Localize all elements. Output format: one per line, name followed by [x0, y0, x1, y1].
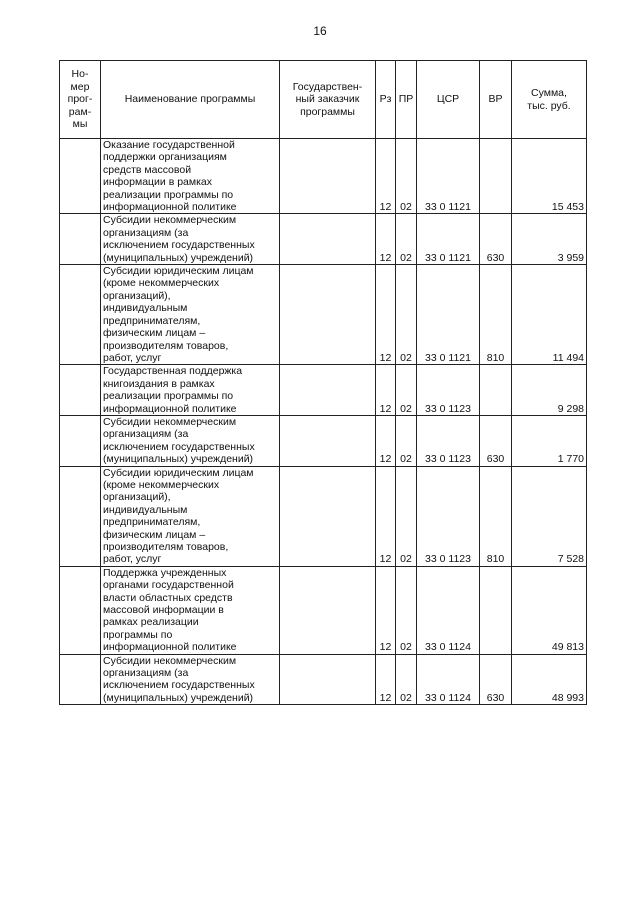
table-row	[60, 265, 587, 365]
cell-program-number	[60, 566, 101, 654]
cell-customer	[280, 365, 376, 416]
cell-program-number	[60, 365, 101, 416]
cell-rz: 12	[376, 566, 396, 654]
cell-vr: 630	[480, 654, 512, 705]
cell-program-number	[60, 415, 101, 466]
cell-vr: 630	[480, 415, 512, 466]
cell-customer	[280, 466, 376, 566]
cell-sum: 3 959	[512, 214, 587, 265]
cell-program-name: Субсидии некоммерческим организациям (за исключением государственных (муниципальных) учреждений)	[101, 654, 280, 705]
page-number: 16	[313, 24, 327, 38]
cell-rz: 12	[376, 466, 396, 566]
header-row	[60, 61, 587, 139]
cell-sum: 9 298	[512, 365, 587, 416]
table-body	[60, 139, 587, 705]
header-sum: Сумма, тыс. руб.	[512, 61, 587, 139]
cell-csr: 33 0 1121	[417, 214, 480, 265]
cell-csr: 33 0 1124	[417, 566, 480, 654]
cell-sum: 11 494	[512, 265, 587, 365]
cell-csr: 33 0 1121	[417, 139, 480, 214]
cell-customer	[280, 654, 376, 705]
table-row	[60, 365, 587, 416]
cell-program-number	[60, 466, 101, 566]
header-csr: ЦСР	[417, 61, 480, 139]
cell-pr: 02	[396, 365, 417, 416]
cell-customer	[280, 415, 376, 466]
cell-program-number	[60, 139, 101, 214]
table-header	[60, 61, 587, 139]
cell-program-name: Субсидии юридическим лицам (кроме некоммерческих организаций), индивидуальным предпринимателям, физическим лицам – производителям товаров, работ, услуг	[101, 265, 280, 365]
cell-program-name: Государственная поддержка книгоиздания в рамках реализации программы по информационной политике	[101, 365, 280, 416]
cell-csr: 33 0 1123	[417, 466, 480, 566]
cell-vr	[480, 566, 512, 654]
cell-sum: 48 993	[512, 654, 587, 705]
cell-sum: 1 770	[512, 415, 587, 466]
table-row	[60, 654, 587, 705]
cell-pr: 02	[396, 654, 417, 705]
cell-customer	[280, 265, 376, 365]
cell-sum: 15 453	[512, 139, 587, 214]
cell-csr: 33 0 1123	[417, 415, 480, 466]
cell-vr	[480, 139, 512, 214]
cell-program-name: Оказание государственной поддержки организациям средств массовой информации в рамках реализации программы по информационной политике	[101, 139, 280, 214]
header-program-name: Наименование программы	[101, 61, 280, 139]
cell-customer	[280, 566, 376, 654]
cell-program-name: Субсидии некоммерческим организациям (за исключением государственных (муниципальных) учреждений)	[101, 214, 280, 265]
budget-table	[59, 60, 587, 705]
cell-csr: 33 0 1123	[417, 365, 480, 416]
cell-rz: 12	[376, 265, 396, 365]
cell-rz: 12	[376, 365, 396, 416]
cell-program-name: Субсидии некоммерческим организациям (за исключением государственных (муниципальных) учреждений)	[101, 415, 280, 466]
cell-pr: 02	[396, 415, 417, 466]
cell-pr: 02	[396, 265, 417, 365]
cell-program-number	[60, 654, 101, 705]
cell-rz: 12	[376, 654, 396, 705]
table-row	[60, 214, 587, 265]
cell-csr: 33 0 1121	[417, 265, 480, 365]
cell-pr: 02	[396, 214, 417, 265]
cell-rz: 12	[376, 139, 396, 214]
table-row	[60, 139, 587, 214]
table-row	[60, 415, 587, 466]
table-row	[60, 466, 587, 566]
cell-vr: 810	[480, 466, 512, 566]
cell-customer	[280, 214, 376, 265]
header-vr: ВР	[480, 61, 512, 139]
header-program-number: Но- мер прог- рам- мы	[60, 61, 101, 139]
cell-csr: 33 0 1124	[417, 654, 480, 705]
cell-pr: 02	[396, 566, 417, 654]
cell-program-name: Субсидии юридическим лицам (кроме некоммерческих организаций), индивидуальным предпринимателям, физическим лицам – производителям товаров, работ, услуг	[101, 466, 280, 566]
cell-sum: 7 528	[512, 466, 587, 566]
header-pr: ПР	[396, 61, 417, 139]
cell-program-number	[60, 265, 101, 365]
cell-program-name: Поддержка учрежденных органами государственной власти областных средств массовой информации в рамках реализации программы по информационной политике	[101, 566, 280, 654]
cell-rz: 12	[376, 214, 396, 265]
cell-program-number	[60, 214, 101, 265]
cell-sum: 49 813	[512, 566, 587, 654]
cell-pr: 02	[396, 139, 417, 214]
cell-rz: 12	[376, 415, 396, 466]
cell-pr: 02	[396, 466, 417, 566]
cell-vr: 810	[480, 265, 512, 365]
cell-vr	[480, 365, 512, 416]
cell-customer	[280, 139, 376, 214]
cell-vr: 630	[480, 214, 512, 265]
header-rz: Рз	[376, 61, 396, 139]
table-row	[60, 566, 587, 654]
header-customer: Государствен- ный заказчик программы	[280, 61, 376, 139]
